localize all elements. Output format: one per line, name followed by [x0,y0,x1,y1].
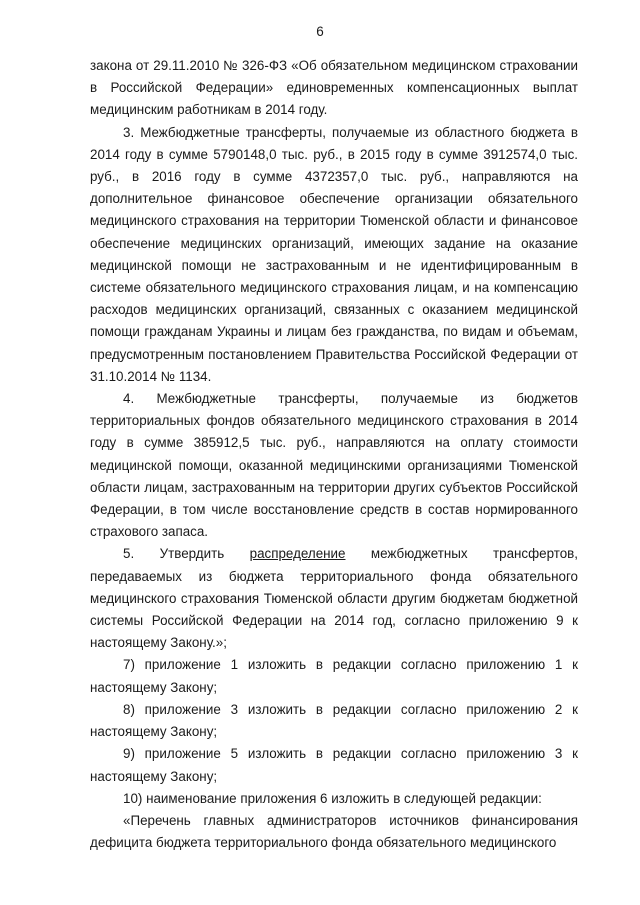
distribution-link[interactable]: распределение [249,546,346,562]
paragraph-item-7: 7) приложение 1 изложить в редакции согласно приложению 1 к настоящему Закону; [90,657,578,695]
paragraph-item-5 [90,543,578,654]
paragraph-item-10: 10) наименование приложения 6 изложить в следующей редакции: [123,790,542,806]
paragraph-law-reference: закона от 29.11.2010 № 326-ФЗ «Об обязательном медицинском страховании в Российской Федерации» единовременных компенсационных выплат медицинским работникам в 2014 году. [90,58,578,118]
paragraph-item-5-rest: межбюджетных трансфертов, передаваемых из бюджета территориального фонда обязательного медицинского страхования Тюменской области другим бюджетам бюджетной системы Российской Федерации на 2014 год, согласно приложению 9 к настоящему Закону.»; [90,546,579,651]
page-number: 6 [316,24,324,39]
paragraph-item-5-lead: 5. Утвердить [123,546,250,562]
document-body [90,55,578,854]
paragraph-item-8: 8) приложение 3 изложить в редакции согласно приложению 2 к настоящему Закону; [90,701,578,740]
paragraph-item-9: 9) приложение 5 изложить в редакции согласно приложению 3 к настоящему Закону; [90,746,578,784]
paragraph-appendix-title: «Перечень главных администраторов источников финансирования дефицита бюджета территориального фонда обязательного медицинского [90,812,578,851]
paragraph-item-4: 4. Межбюджетные трансферты, получаемые из бюджетов территориальных фондов обязательного медицинского страхования в 2014 году в сумме 385912,5 тыс. руб., направляются на оплату стоимости медицинской помощи, оказанной медицинскими организациями Тюменской области лицам, застрахованным на территории других субъектов Российской Федерации, в том числе восстановление средств в состав нормированного страхового запаса. [90,391,578,540]
paragraph-item-3: 3. Межбюджетные трансферты, получаемые из областного бюджета в 2014 году в сумме 5790148,0 тыс. руб., в 2015 году в сумме 3912574,0 тыс. руб., в 2016 году в сумме 4372357,0 тыс. руб., направляются на дополнительное финансовое обеспечение организации обязательного медицинского страхования на территории Тюменской области и финансовое обеспечение медицинских организаций, имеющих задание на оказание медицинской помощи не застрахованным и не идентифицированным в системе обязательного медицинского страхования лицам, и на компенсацию расходов медицинских организаций, связанных с оказанием медицинской помощи гражданам Украины и лицам без гражданства, по видам и объемам, предусмотренным постановлением Правительства Российской Федерации от 31.10.2014 № 1134. [90,124,578,384]
